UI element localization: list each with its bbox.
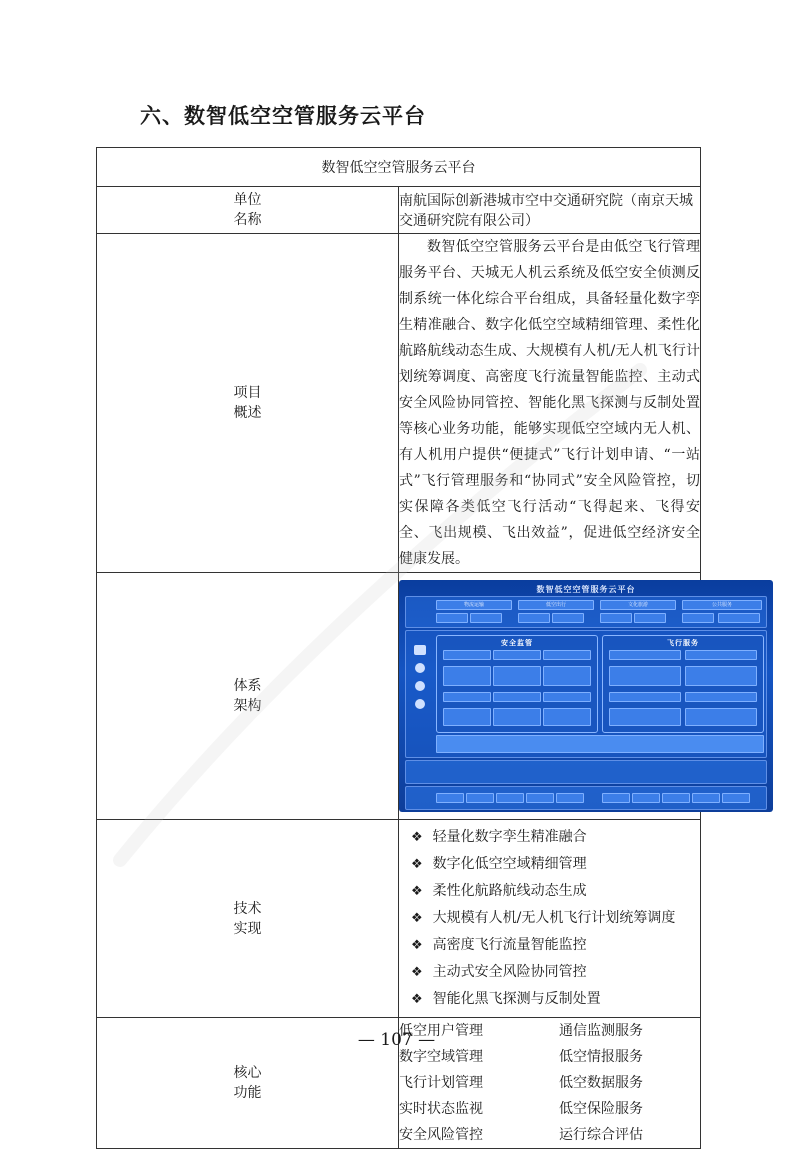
list-item: 运行综合评估 [559,1127,643,1143]
flight-service-panel [602,635,764,733]
list-item: 数字空域管理 [399,1049,483,1065]
core-label: 核心 功能 [97,1018,399,1149]
safety-panel [436,635,598,733]
list-item: ❖ 轻量化数字孪生精准融合 [411,829,587,845]
list-item: 飞行计划管理 [399,1075,483,1091]
arch-network-row [405,760,767,784]
list-item: ❖ 高密度飞行流量智能监控 [411,937,587,953]
list-item: 安全风险管控 [399,1127,483,1143]
page-number: — 107 — [357,1030,436,1050]
list-item: 低空情报服务 [559,1049,643,1065]
arch-cell [399,573,732,820]
arch-middle-row [405,630,767,758]
list-item: 低空保险服务 [559,1101,643,1117]
flight-service-panel-title: 飞行服务 [667,639,699,647]
overview-label: 项目 概述 [97,234,399,573]
tech-label: 技术 实现 [97,820,399,1018]
table-title: 数智低空空管服务云平台 [97,148,701,187]
architecture-diagram [399,580,773,812]
project-table [96,147,732,1149]
tech-list [399,820,700,1017]
user-icons [410,641,430,721]
arch-top-cell: 文化旅游 [600,600,676,610]
unit-label: 单位 名称 [97,187,399,234]
list-item: 通信监测服务 [559,1023,643,1039]
list-item: ❖ 数字化低空空域精细管理 [411,856,587,872]
list-item: 低空用户管理 [399,1023,483,1039]
arch-title: 数智低空空管服务云平台 [536,585,636,594]
list-item: ❖ 柔性化航路航线动态生成 [411,883,587,899]
list-item: 低空数据服务 [559,1075,643,1091]
tech-cell [399,820,701,1018]
overview-text: 数智低空空管服务云平台是由低空飞行管理服务平台、天城无人机云系统及低空安全侦测反制系统一体化综合平台组成，具备轻量化数字孪生精准融合、数字化低空空域精细管理、柔性化航路航线动态生成、大规模有人机/无人机飞行计划统筹调度、高密度飞行流量智能监控、主动式安全风险协同管控、智能化黑飞探测与反制处置等核心业务功能，能够实现低空空域内无人机、有人机用户提供“便捷式”飞行计划申请、“一站式”飞行管理服务和“协同式”安全风险管控，切实保障各类低空飞行活动“飞得起来、飞得安全、飞出规模、飞出效益”，促进低空经济安全健康发展。 [399,234,701,573]
arch-label: 体系 架构 [97,573,399,820]
arch-bottom-row [405,786,767,810]
arch-top-cell: 公共服务 [682,600,762,610]
safety-panel-title: 安全监管 [501,639,533,647]
list-item: ❖ 大规模有人机/无人机飞行计划统筹调度 [411,910,676,926]
list-item: ❖ 智能化黑飞探测与反制处置 [411,991,601,1007]
page-heading: 六、数智低空空管服务云平台 [140,104,426,128]
arch-top-cell: 物流运输 [436,600,512,610]
arch-top-cell: 低空出行 [518,600,594,610]
arch-top-row [405,596,767,628]
unit-value: 南航国际创新港城市空中交通研究院（南京天城交通研究院有限公司） [399,187,701,234]
list-item: 实时状态监视 [399,1101,483,1117]
list-item: ❖ 主动式安全风险协同管控 [411,964,587,980]
